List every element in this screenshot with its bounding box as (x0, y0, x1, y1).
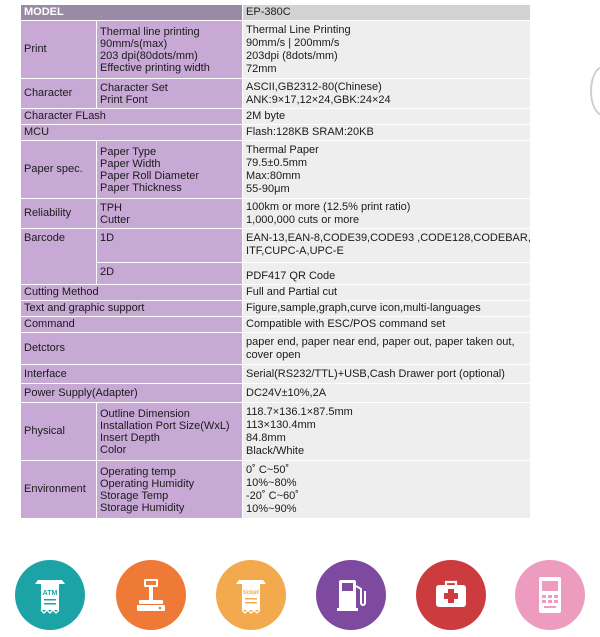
environment-sub (97, 461, 243, 519)
physical-value-item: 113×130.4mm (246, 418, 316, 431)
spec-table (20, 4, 531, 519)
row-model (21, 5, 531, 21)
interface-label: Interface (21, 365, 243, 384)
command-label: Command (21, 317, 243, 333)
environment-value-item: -20˚ C~60˚ (246, 489, 299, 502)
environment-sub-item: Storage Humidity (100, 501, 185, 514)
print-value-item: 72mm (246, 62, 277, 75)
row-command (21, 317, 531, 333)
cutting-value: Full and Partial cut (243, 285, 531, 301)
reliability-sub (97, 199, 243, 229)
physical-value-item: 84.8mm (246, 431, 286, 444)
command-value: Compatible with ESC/POS command set (243, 317, 531, 333)
row-detectors (21, 333, 531, 365)
print-sub-item: 90mm/s(max) (100, 37, 168, 50)
paper-label: Paper spec. (21, 141, 97, 199)
cutting-label: Cutting Method (21, 285, 243, 301)
row-physical (21, 403, 531, 461)
barcode-1d-item: EAN-13,EAN-8,CODE39,CODE93 ,CODE128,CODEBAR, (246, 232, 531, 244)
character-label: Character (21, 79, 97, 109)
print-value-item: Thermal Line Printing (246, 23, 351, 36)
physical-value (243, 403, 531, 461)
ticket-text: ticket (243, 590, 259, 596)
physical-value-item: 118.7×136.1×87.5mm (246, 405, 353, 418)
reliability-label: Reliability (21, 199, 97, 229)
model-value: EP-380C (243, 5, 531, 21)
character-value-item: ASCII,GB2312-80(Chinese) (246, 80, 382, 93)
environment-value-item: 10%~90% (246, 502, 297, 515)
character-sub-item: Character Set (100, 81, 168, 94)
textgraphic-value: Figure,sample,graph,curve icon,multi-languages (243, 301, 531, 317)
physical-sub-item: Installation Port Size(WxL) (100, 419, 230, 432)
application-icons (0, 560, 600, 630)
power-value: DC24V±10%,2A (243, 384, 531, 403)
print-value-item: 90mm/s | 200mm/s (246, 36, 340, 49)
barcode-2d-value: PDF417 QR Code (243, 263, 531, 285)
scale-icon (116, 560, 186, 630)
environment-sub-item: Storage Temp (100, 489, 169, 502)
physical-sub-item: Outline Dimension (100, 407, 190, 420)
print-sub-item: 203 dpi(80dots/mm) (100, 49, 198, 62)
barcode-1d-label: 1D (97, 229, 243, 263)
paper-sub-item: Paper Roll Diameter (100, 169, 200, 182)
barcode-1d-item: ITF,CUPC-A,UPC-E (246, 245, 344, 257)
model-label: MODEL (21, 5, 243, 21)
kiosk-icon (515, 560, 585, 630)
detectors-item: cover open (246, 348, 301, 361)
paper-value-item: 55-90μm (246, 182, 290, 195)
row-text-graphic (21, 301, 531, 317)
character-value (243, 79, 531, 109)
detectors-item: paper end, paper near end, paper out, paper taken out, (246, 335, 515, 348)
print-sub-item: Effective printing width (100, 61, 210, 74)
atm-text: ATM (42, 590, 58, 597)
textgraphic-label: Text and graphic support (21, 301, 243, 317)
charflash-value: 2M byte (243, 109, 531, 125)
mcu-value: Flash:128KB SRAM:20KB (243, 125, 531, 141)
row-interface (21, 365, 531, 384)
row-cutting (21, 285, 531, 301)
paper-value-item: Max:80mm (246, 169, 301, 182)
physical-sub-item: Color (100, 443, 127, 456)
environment-label: Environment (21, 461, 97, 519)
row-character-flash (21, 109, 531, 125)
row-barcode-1d (21, 229, 531, 263)
character-sub-item: Print Font (100, 93, 148, 106)
character-value-item: ANK:9×17,12×24,GBK:24×24 (246, 93, 391, 106)
paper-sub (97, 141, 243, 199)
physical-label: Physical (21, 403, 97, 461)
row-barcode-2d (21, 263, 531, 285)
row-paper (21, 141, 531, 199)
environment-value (243, 461, 531, 519)
paper-value-item: 79.5±0.5mm (246, 156, 308, 169)
print-label: Print (21, 21, 97, 79)
print-sub (97, 21, 243, 79)
paper-sub-item: Paper Thickness (100, 181, 182, 194)
fuel-pump-icon (316, 560, 386, 630)
row-print (21, 21, 531, 79)
detectors-label: Detctors (21, 333, 243, 365)
paper-sub-item: Paper Type (100, 145, 157, 158)
reliability-value-item: 100km or more (12.5% print ratio) (246, 200, 411, 213)
physical-value-item: Black/White (246, 444, 305, 457)
physical-sub-item: Insert Depth (100, 431, 160, 444)
row-power (21, 384, 531, 403)
paper-value (243, 141, 531, 199)
environment-sub-item: Operating Humidity (100, 477, 195, 490)
environment-sub-item: Operating temp (100, 465, 176, 478)
edge-decoration (590, 66, 600, 116)
barcode-label: Barcode (21, 229, 97, 285)
barcode-1d-value (243, 229, 531, 263)
ticket-icon (216, 560, 286, 630)
environment-value-item: 0˚ C~50˚ (246, 463, 290, 476)
reliability-value (243, 199, 531, 229)
row-mcu (21, 125, 531, 141)
paper-sub-item: Paper Width (100, 157, 161, 170)
paper-value-item: Thermal Paper (246, 143, 319, 156)
row-character (21, 79, 531, 109)
character-sub (97, 79, 243, 109)
detectors-value (243, 333, 531, 365)
atm-icon (15, 560, 85, 630)
reliability-value-item: 1,000,000 cuts or more (246, 213, 360, 226)
print-value-item: 203dpi (8dots/mm) (246, 49, 338, 62)
charflash-label: Character FLash (21, 109, 243, 125)
reliability-sub-item: TPH (100, 201, 122, 214)
medical-kit-icon (416, 560, 486, 630)
print-sub-item: Thermal line printing (100, 25, 200, 38)
reliability-sub-item: Cutter (100, 213, 130, 226)
row-reliability (21, 199, 531, 229)
environment-value-item: 10%~80% (246, 476, 297, 489)
mcu-label: MCU (21, 125, 243, 141)
barcode-2d-label: 2D (97, 263, 243, 285)
row-environment (21, 461, 531, 519)
print-value (243, 21, 531, 79)
physical-sub (97, 403, 243, 461)
interface-value: Serial(RS232/TTL)+USB,Cash Drawer port (optional) (243, 365, 531, 384)
power-label: Power Supply(Adapter) (21, 384, 243, 403)
